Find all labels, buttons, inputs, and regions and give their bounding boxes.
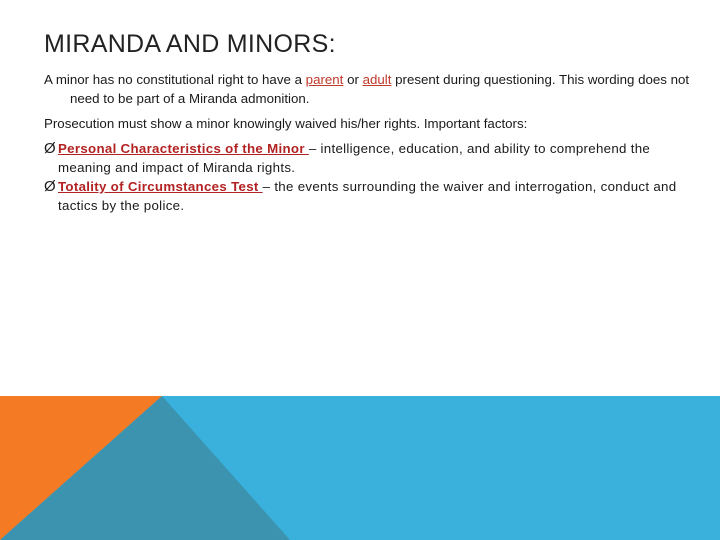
slide-body [44, 70, 694, 215]
adult-link: adult [362, 72, 392, 87]
bullet-text: – intelligence, education, and ability to comprehend the meaning and impact of Miranda rights. [58, 141, 651, 175]
bullet-term: Totality of Circumstances Test [58, 179, 263, 194]
slide-title: MIRANDA AND MINORS: [44, 30, 336, 58]
para1-mid: or [343, 72, 363, 87]
parent-link: parent [305, 72, 344, 87]
decorative-footer-band [0, 396, 720, 540]
arrow-bullet-icon: Ø [44, 140, 56, 157]
bullet-term: Personal Characteristics of the Minor [58, 141, 309, 156]
para1-pre: A minor has no constitutional right to have a [44, 72, 306, 87]
arrow-bullet-icon: Ø [44, 178, 56, 195]
bullet-personal-characteristics [44, 139, 694, 177]
paragraph-prosecution: Prosecution must show a minor knowingly waived his/her rights. Important factors: [44, 116, 528, 131]
paragraph-minor-rights [44, 70, 694, 108]
bullet-totality-of-circumstances [44, 177, 694, 215]
para1-post: present during questioning. This wording does not need to be part of a Miranda admonition. [70, 72, 690, 106]
bullet-text: – the events surrounding the waiver and interrogation, conduct and tactics by the police. [58, 179, 677, 213]
